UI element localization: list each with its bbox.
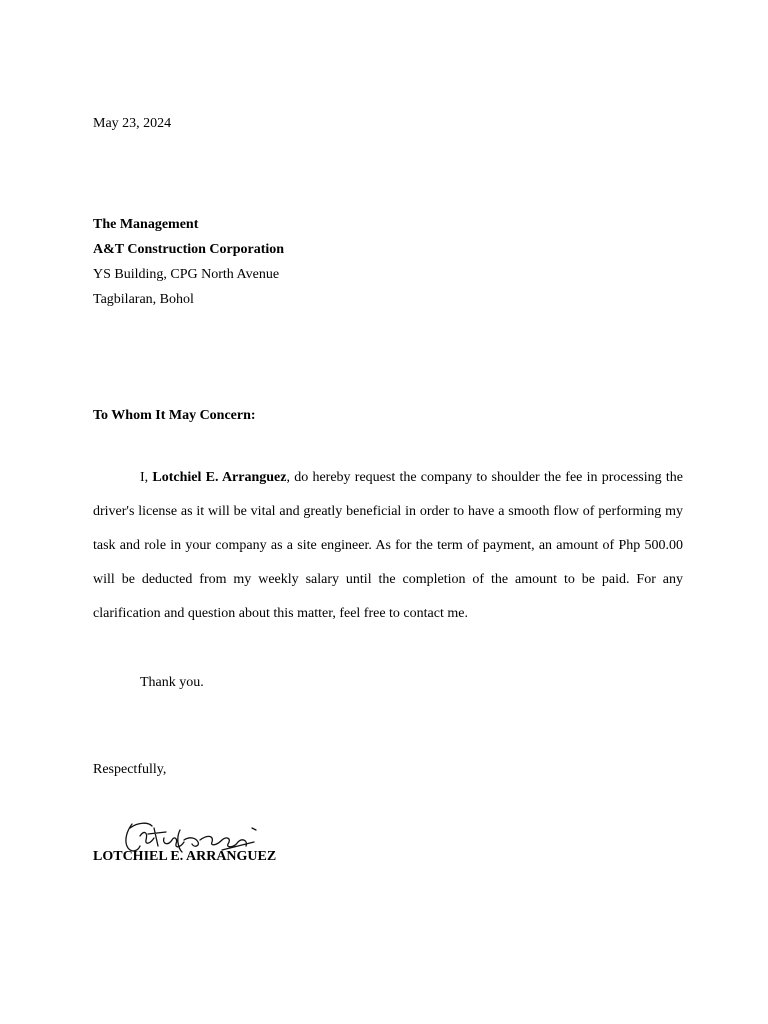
thank-you: Thank you.	[140, 675, 204, 690]
letter-date: May 23, 2024	[93, 116, 172, 131]
body-name: Lotchiel E. Arranguez	[152, 470, 287, 485]
recipient-title: The Management	[93, 217, 199, 232]
recipient-company: A&T Construction Corporation	[93, 242, 285, 257]
body-intro: I,	[140, 470, 153, 485]
salutation: To Whom It May Concern:	[93, 408, 256, 423]
letter-body	[93, 461, 683, 631]
recipient-city: Tagbilaran, Bohol	[93, 292, 194, 307]
signatory-name: LOTCHIEL E. ARRANGUEZ	[93, 849, 277, 864]
recipient-address: YS Building, CPG North Avenue	[93, 267, 280, 282]
closing: Respectfully,	[93, 762, 167, 777]
body-text: , do hereby request the company to shoulder the fee in processing the driver's license as it will be vital and greatly beneficial in order to have a smooth flow of performing my task and role in your company as a site engineer. As for the term of payment, an amount of Php 500.00 will be deducted from my weekly salary until the completion of the amount to be paid. For any clarification and question about this matter, feel free to contact me.	[93, 470, 683, 621]
